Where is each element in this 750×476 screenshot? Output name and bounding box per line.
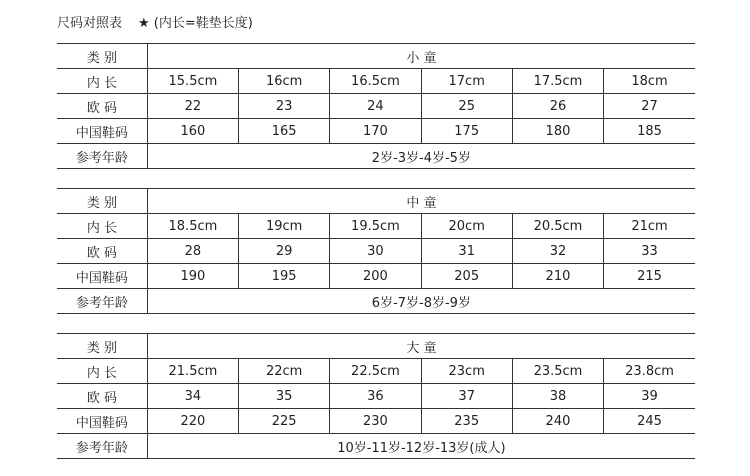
inner-length-cell: 22cm — [239, 359, 330, 384]
cn-size-cell: 240 — [512, 409, 603, 434]
size-table-medium-kids — [57, 188, 695, 314]
age-value: 10岁-11岁-12岁-13岁(成人) — [147, 434, 695, 459]
eu-size-label: 欧 码 — [57, 94, 147, 119]
cn-size-row — [57, 119, 695, 144]
age-row — [57, 144, 695, 169]
cn-size-cell: 170 — [330, 119, 421, 144]
inner-length-cell: 17cm — [421, 69, 512, 94]
eu-size-cell: 22 — [147, 94, 238, 119]
age-value: 2岁-3岁-4岁-5岁 — [147, 144, 695, 169]
inner-length-cell: 15.5cm — [147, 69, 238, 94]
age-row — [57, 289, 695, 314]
cn-size-cell: 245 — [604, 409, 695, 434]
cn-size-row — [57, 264, 695, 289]
inner-length-cell: 20cm — [421, 214, 512, 239]
eu-size-cell: 36 — [330, 384, 421, 409]
eu-size-cell: 27 — [604, 94, 695, 119]
cn-size-cell: 175 — [421, 119, 512, 144]
inner-length-cell: 23.8cm — [604, 359, 695, 384]
inner-length-row — [57, 214, 695, 239]
eu-size-cell: 30 — [330, 239, 421, 264]
inner-length-cell: 21cm — [604, 214, 695, 239]
title-note: ★ (内长=鞋垫长度) — [138, 16, 253, 31]
size-table-small-kids — [57, 43, 695, 169]
eu-size-cell: 32 — [512, 239, 603, 264]
inner-length-label: 内 长 — [57, 69, 147, 94]
eu-size-row — [57, 239, 695, 264]
inner-length-cell: 16cm — [239, 69, 330, 94]
eu-size-cell: 29 — [239, 239, 330, 264]
inner-length-cell: 19cm — [239, 214, 330, 239]
eu-size-cell: 28 — [147, 239, 238, 264]
category-label: 类 别 — [57, 189, 147, 214]
category-row — [57, 189, 695, 214]
cn-size-cell: 165 — [239, 119, 330, 144]
inner-length-row — [57, 359, 695, 384]
cn-size-label: 中国鞋码 — [57, 409, 147, 434]
age-row — [57, 434, 695, 459]
page-title — [57, 15, 253, 33]
inner-length-cell: 19.5cm — [330, 214, 421, 239]
cn-size-row — [57, 409, 695, 434]
cn-size-cell: 230 — [330, 409, 421, 434]
eu-size-cell: 33 — [604, 239, 695, 264]
age-label: 参考年龄 — [57, 434, 147, 459]
inner-length-cell: 23cm — [421, 359, 512, 384]
size-table-big-kids — [57, 333, 695, 459]
eu-size-row — [57, 384, 695, 409]
cn-size-cell: 190 — [147, 264, 238, 289]
age-value: 6岁-7岁-8岁-9岁 — [147, 289, 695, 314]
eu-size-cell: 26 — [512, 94, 603, 119]
cn-size-label: 中国鞋码 — [57, 264, 147, 289]
inner-length-cell: 18.5cm — [147, 214, 238, 239]
age-label: 参考年龄 — [57, 289, 147, 314]
inner-length-cell: 23.5cm — [512, 359, 603, 384]
eu-size-cell: 25 — [421, 94, 512, 119]
eu-size-cell: 24 — [330, 94, 421, 119]
cn-size-cell: 200 — [330, 264, 421, 289]
age-label: 参考年龄 — [57, 144, 147, 169]
inner-length-cell: 17.5cm — [512, 69, 603, 94]
eu-size-cell: 39 — [604, 384, 695, 409]
eu-size-cell: 35 — [239, 384, 330, 409]
cn-size-cell: 220 — [147, 409, 238, 434]
inner-length-cell: 18cm — [604, 69, 695, 94]
category-value: 中 童 — [147, 189, 695, 214]
eu-size-label: 欧 码 — [57, 384, 147, 409]
inner-length-label: 内 长 — [57, 214, 147, 239]
eu-size-cell: 31 — [421, 239, 512, 264]
cn-size-cell: 180 — [512, 119, 603, 144]
eu-size-cell: 37 — [421, 384, 512, 409]
category-label: 类 别 — [57, 44, 147, 69]
category-row — [57, 44, 695, 69]
eu-size-row — [57, 94, 695, 119]
inner-length-cell: 20.5cm — [512, 214, 603, 239]
eu-size-label: 欧 码 — [57, 239, 147, 264]
title-text: 尺码对照表 — [57, 16, 123, 31]
cn-size-cell: 225 — [239, 409, 330, 434]
category-row — [57, 334, 695, 359]
cn-size-cell: 185 — [604, 119, 695, 144]
category-value: 大 童 — [147, 334, 695, 359]
cn-size-cell: 235 — [421, 409, 512, 434]
category-label: 类 别 — [57, 334, 147, 359]
eu-size-cell: 38 — [512, 384, 603, 409]
category-value: 小 童 — [147, 44, 695, 69]
cn-size-cell: 205 — [421, 264, 512, 289]
inner-length-cell: 22.5cm — [330, 359, 421, 384]
eu-size-cell: 34 — [147, 384, 238, 409]
cn-size-cell: 215 — [604, 264, 695, 289]
cn-size-label: 中国鞋码 — [57, 119, 147, 144]
cn-size-cell: 210 — [512, 264, 603, 289]
inner-length-row — [57, 69, 695, 94]
eu-size-cell: 23 — [239, 94, 330, 119]
cn-size-cell: 195 — [239, 264, 330, 289]
inner-length-cell: 16.5cm — [330, 69, 421, 94]
cn-size-cell: 160 — [147, 119, 238, 144]
inner-length-cell: 21.5cm — [147, 359, 238, 384]
inner-length-label: 内 长 — [57, 359, 147, 384]
